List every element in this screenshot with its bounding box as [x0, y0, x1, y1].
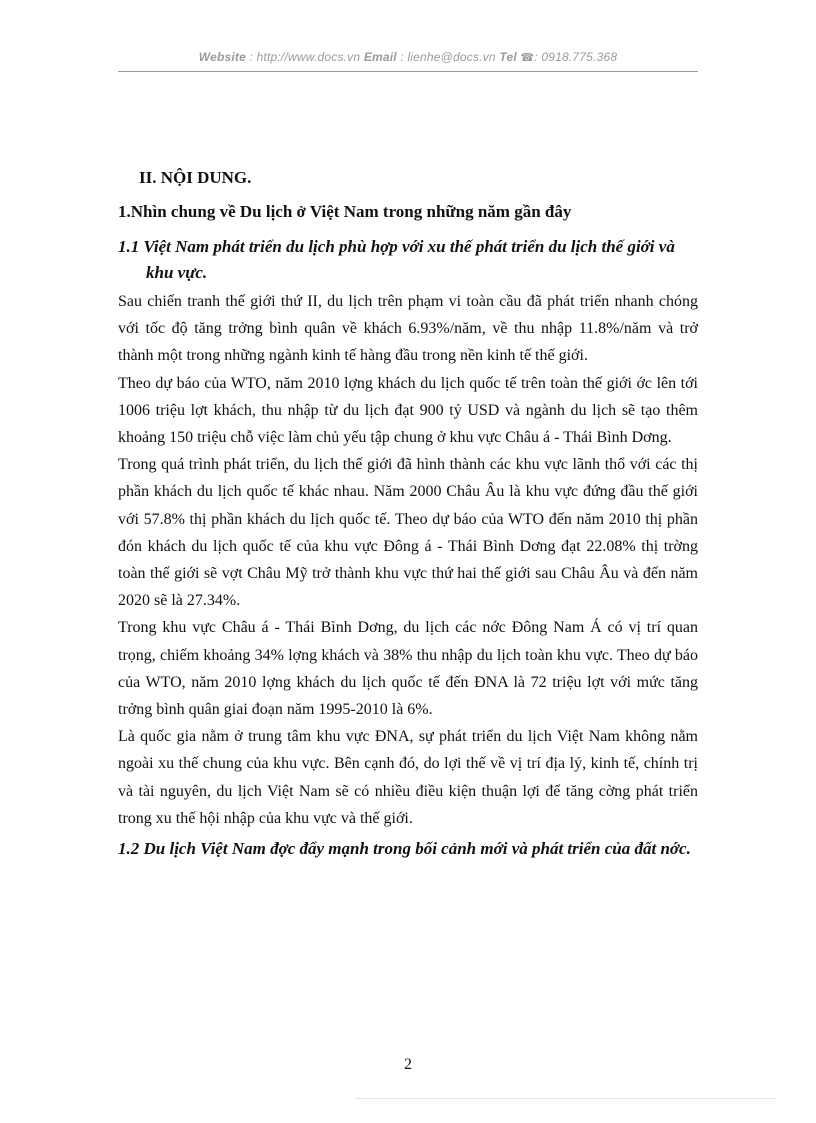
- page-number: 2: [404, 1056, 412, 1073]
- website-label: Website: [198, 50, 246, 64]
- paragraph-2: Theo dự báo của WTO, năm 2010 lợng khách du lịch quốc tế trên toàn thế giới ớc lên tới 1006 triệu lợt khách, thu nhập từ du lịch đạt 900 tỷ USD và ngành du lịch sẽ tạo thêm khoảng 150 triệu chỗ việc làm chủ yếu tập chung ở khu vực Châu á - Thái Bình Dơng.: [118, 374, 698, 447]
- subsection-heading-1-1: 1.1 Việt Nam phát triển du lịch phù hợp với xu thế phát triển du lịch thế giới và khu vực.: [118, 237, 675, 282]
- website-value: : http://www.docs.vn: [249, 50, 361, 64]
- phone-icon: ☎: [520, 52, 535, 64]
- tel-value: : 0918.775.368: [534, 50, 618, 64]
- subsection-heading-1-2: 1.2 Du lịch Việt Nam đợc đẩy mạnh trong bối cảnh mới và phát triển của đất nớc.: [118, 839, 691, 859]
- subsection-heading-1: 1.Nhìn chung về Du lịch ở Việt Nam trong những năm gần đây: [118, 202, 572, 221]
- footer-divider: [356, 1098, 776, 1099]
- paragraph-5: Là quốc gia nằm ở trung tâm khu vực ĐNA, sự phát triển du lịch Việt Nam không nằm ngoài xu thế chung của khu vực. Bên cạnh đó, do lợi thế về vị trí địa lý, kinh tế, chính trị và tài nguyên, du lịch Việt Nam sẽ có nhiều điều kiện thuận lợi để tăng cờng phát triển trong xu thế hội nhập của khu vực và thế giới.: [118, 728, 698, 827]
- tel-label: Tel: [499, 50, 517, 64]
- page-header: [118, 50, 698, 64]
- paragraph-3: Trong quá trình phát triển, du lịch thế giới đã hình thành các khu vực lãnh thổ với các thị phần khách du lịch quốc tế khác nhau. Năm 2000 Châu Âu là khu vực đứng đầu thế giới với 57.8% thị phần khách du lịch quốc tế. Theo dự báo của WTO đến năm 2010 thị phần đón khách du lịch quốc tế của khu vực Đông á - Thái Bình Dơng đạt 22.08% thị trờng toàn thế giới sẽ vợt Châu Mỹ trở thành khu vực thứ hai thế giới sau Châu Âu và đến năm 2020 sẽ là 27.34%.: [118, 456, 698, 610]
- paragraph-4: Trong khu vực Châu á - Thái Bình Dơng, du lịch các nớc Đông Nam Á có vị trí quan trọng, chiếm khoảng 34% lợng khách và 38% thu nhập du lịch toàn khu vực. Theo dự báo của WTO, năm 2010 lợng khách du lịch quốc tế đến ĐNA là 72 triệu lợt với mức tăng trởng bình quân giai đoạn năm 1995-2010 là 6%.: [118, 619, 698, 719]
- section-title: II. NỘI DUNG.: [139, 168, 252, 187]
- paragraph-1: Sau chiến tranh thế giới thứ II, du lịch trên phạm vi toàn cầu đã phát triển nhanh chóng với tốc độ tăng trởng bình quân về khách 6.93%/năm, về thu nhập 11.8%/năm và trở thành một trong những ngành kinh tế hàng đầu trong nền kinh tế thế giới.: [118, 293, 698, 365]
- header-rule: [118, 71, 698, 72]
- page-content: [118, 168, 698, 864]
- email-value: : lienhe@docs.vn: [400, 50, 496, 64]
- email-label: Email: [363, 50, 397, 64]
